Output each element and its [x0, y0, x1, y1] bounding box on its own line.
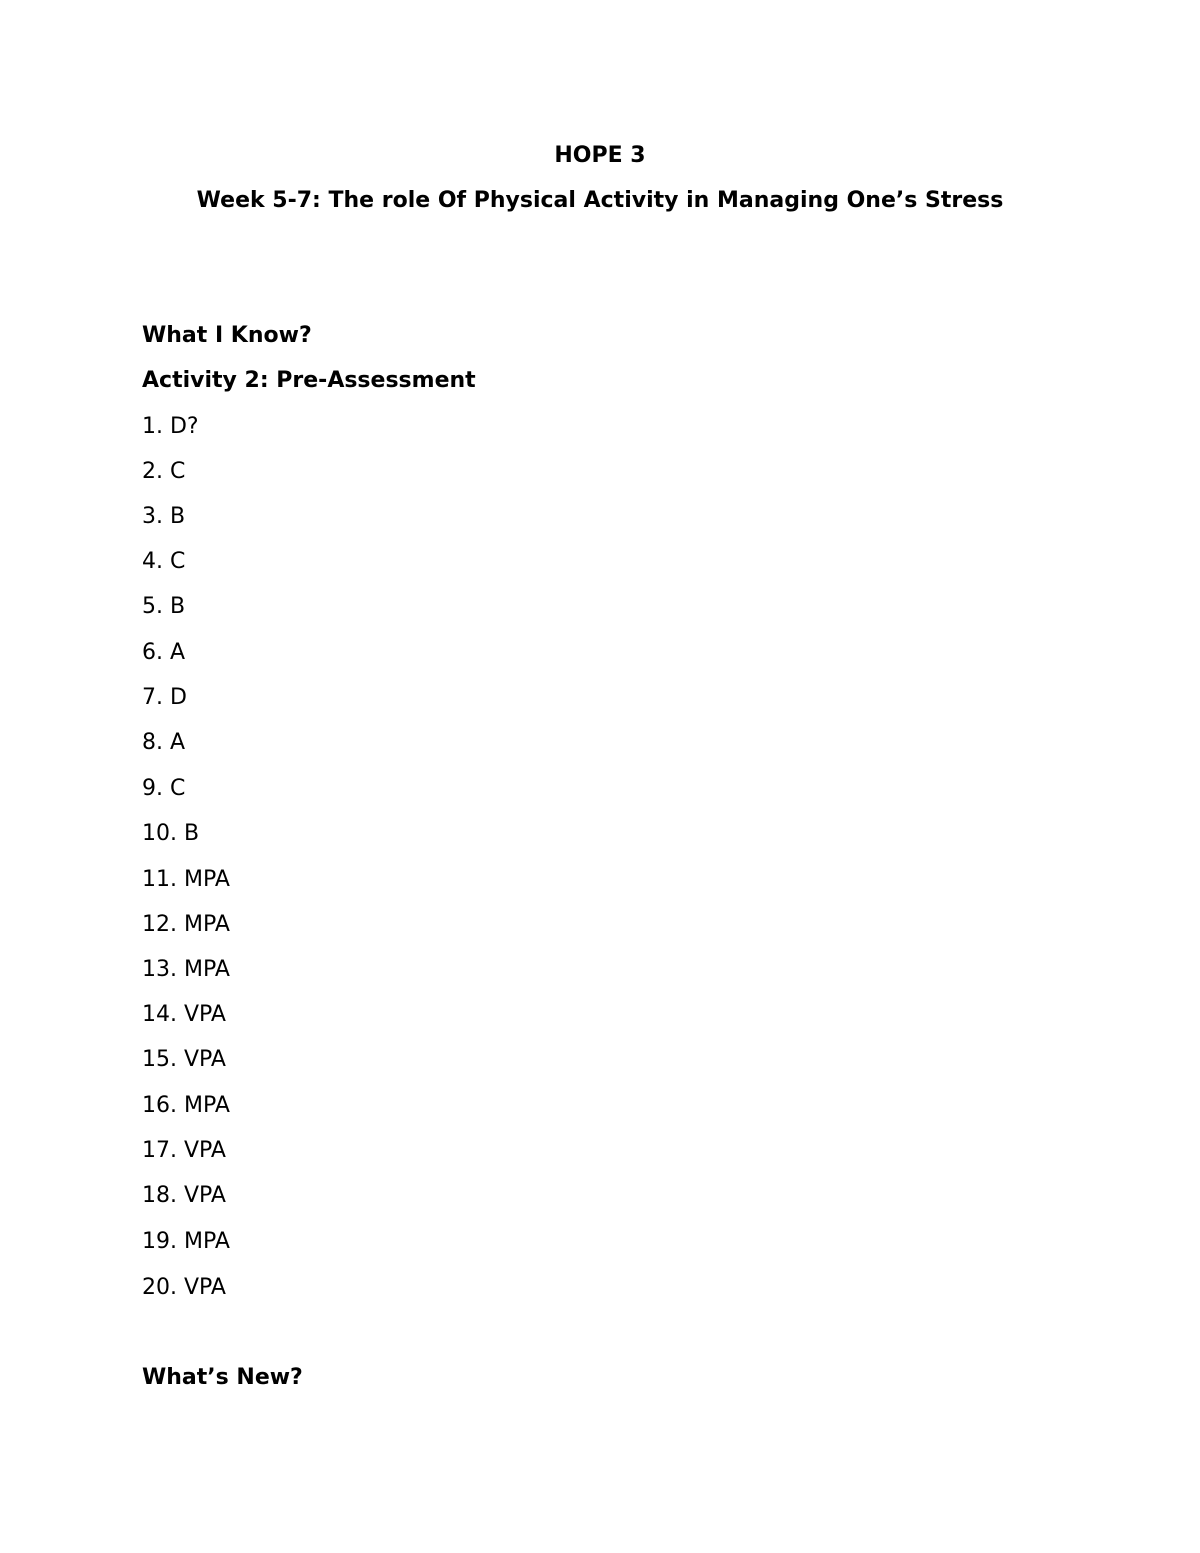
document-title: HOPE 3	[554, 143, 646, 168]
answer-item-9: 9. C	[142, 776, 186, 801]
answer-item-14: 14. VPA	[142, 1002, 226, 1027]
section-heading-what-i-know: What I Know?	[142, 323, 312, 348]
answer-item-11: 11. MPA	[142, 867, 230, 892]
activity-heading: Activity 2: Pre-Assessment	[142, 368, 476, 393]
answer-item-8: 8. A	[142, 730, 186, 755]
answer-item-3: 3. B	[142, 504, 186, 529]
answer-item-16: 16. MPA	[142, 1093, 230, 1118]
answer-item-10: 10. B	[142, 821, 200, 846]
answer-item-13: 13. MPA	[142, 957, 230, 982]
answer-item-1: 1. D?	[142, 414, 199, 439]
answer-item-7: 7. D	[142, 685, 187, 710]
answer-item-2: 2. C	[142, 459, 186, 484]
answer-item-17: 17. VPA	[142, 1138, 226, 1163]
answer-item-5: 5. B	[142, 594, 186, 619]
answer-item-12: 12. MPA	[142, 912, 230, 937]
answer-item-6: 6. A	[142, 640, 186, 665]
answer-item-20: 20. VPA	[142, 1275, 226, 1300]
answer-item-18: 18. VPA	[142, 1183, 226, 1208]
answer-item-19: 19. MPA	[142, 1229, 230, 1254]
answer-item-4: 4. C	[142, 549, 186, 574]
section-heading-whats-new: What’s New?	[142, 1365, 303, 1390]
answer-item-15: 15. VPA	[142, 1047, 226, 1072]
document-subtitle: Week 5-7: The role Of Physical Activity in Managing One’s Stress	[196, 188, 1004, 213]
